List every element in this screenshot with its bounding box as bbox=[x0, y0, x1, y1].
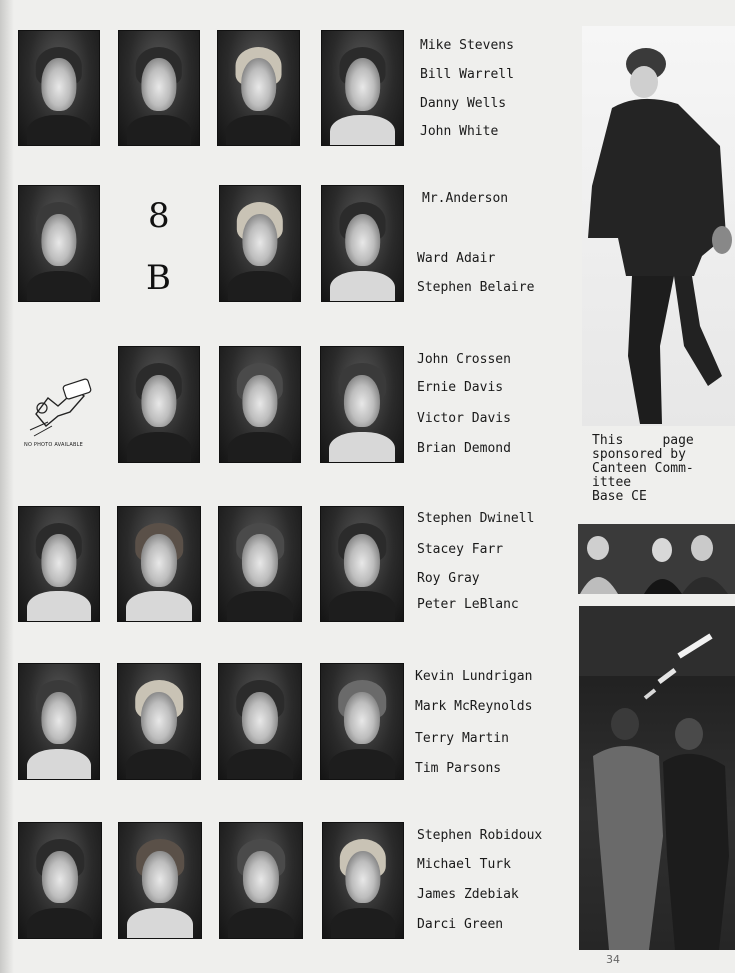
page-number: 34 bbox=[606, 953, 620, 966]
student-name: Bill Warrell bbox=[420, 67, 514, 82]
student-name: Roy Gray bbox=[417, 571, 480, 586]
student-photo bbox=[219, 822, 303, 939]
student-name: John White bbox=[420, 124, 499, 139]
student-name: Stephen Robidoux bbox=[417, 828, 543, 843]
student-photo bbox=[118, 30, 200, 146]
student-photo bbox=[18, 663, 100, 780]
student-photo bbox=[219, 346, 301, 463]
teacher-photo bbox=[18, 185, 100, 302]
student-photo bbox=[118, 346, 200, 463]
student-photo bbox=[219, 185, 301, 302]
candid-photo-hallway bbox=[579, 606, 735, 950]
sponsor-line: sponsored by bbox=[592, 447, 686, 462]
student-photo bbox=[217, 30, 300, 146]
sponsor-note bbox=[592, 434, 712, 504]
student-name: Stephen Dwinell bbox=[417, 511, 535, 526]
student-photo bbox=[321, 30, 404, 146]
student-photo bbox=[18, 30, 100, 146]
student-name: Tim Parsons bbox=[415, 761, 502, 776]
sponsor-line: ittee bbox=[592, 475, 632, 490]
student-name: Peter LeBlanc bbox=[417, 597, 519, 612]
student-name: John Crossen bbox=[417, 352, 511, 367]
student-photo bbox=[321, 185, 404, 302]
hallway-scene-icon bbox=[579, 606, 735, 950]
binding-shadow bbox=[0, 0, 14, 973]
no-photo-label: NO PHOTO AVAILABLE bbox=[24, 442, 83, 448]
student-name: Michael Turk bbox=[417, 857, 511, 872]
student-photo bbox=[218, 506, 302, 622]
student-name: Ernie Davis bbox=[417, 380, 504, 395]
student-name: Danny Wells bbox=[420, 96, 507, 111]
sponsor-line: This page bbox=[592, 433, 694, 448]
candid-photo-snow bbox=[582, 26, 735, 426]
student-name: Ward Adair bbox=[417, 251, 496, 266]
candid-photo-group bbox=[578, 524, 735, 594]
student-photo bbox=[320, 506, 404, 622]
student-name: Victor Davis bbox=[417, 411, 511, 426]
student-name: Kevin Lundrigan bbox=[415, 669, 533, 684]
student-photo bbox=[18, 506, 100, 622]
student-name: Mark McReynolds bbox=[415, 699, 533, 714]
student-name: Stacey Farr bbox=[417, 542, 504, 557]
student-photo bbox=[117, 506, 201, 622]
student-photo bbox=[118, 822, 202, 939]
grade-label: 8 bbox=[148, 196, 170, 236]
student-name: Brian Demond bbox=[417, 441, 511, 456]
student-photo bbox=[320, 663, 404, 780]
group-figures-icon bbox=[578, 524, 735, 594]
student-photo bbox=[320, 346, 404, 463]
section-label: B bbox=[146, 258, 171, 298]
student-photo bbox=[117, 663, 201, 780]
teacher-name: Mr.Anderson bbox=[422, 191, 509, 206]
student-name: Stephen Belaire bbox=[417, 280, 535, 295]
student-name: Darci Green bbox=[417, 917, 504, 932]
student-name: Mike Stevens bbox=[420, 38, 514, 53]
student-photo bbox=[218, 663, 302, 780]
no-photo-placeholder bbox=[18, 346, 100, 462]
student-photo bbox=[322, 822, 404, 939]
student-name: Terry Martin bbox=[415, 731, 509, 746]
skier-figure-icon bbox=[582, 26, 735, 426]
sponsor-line: Base CE bbox=[592, 489, 647, 504]
student-photo bbox=[18, 822, 102, 939]
sponsor-line: Canteen Comm- bbox=[592, 461, 694, 476]
student-name: James Zdebiak bbox=[417, 887, 519, 902]
